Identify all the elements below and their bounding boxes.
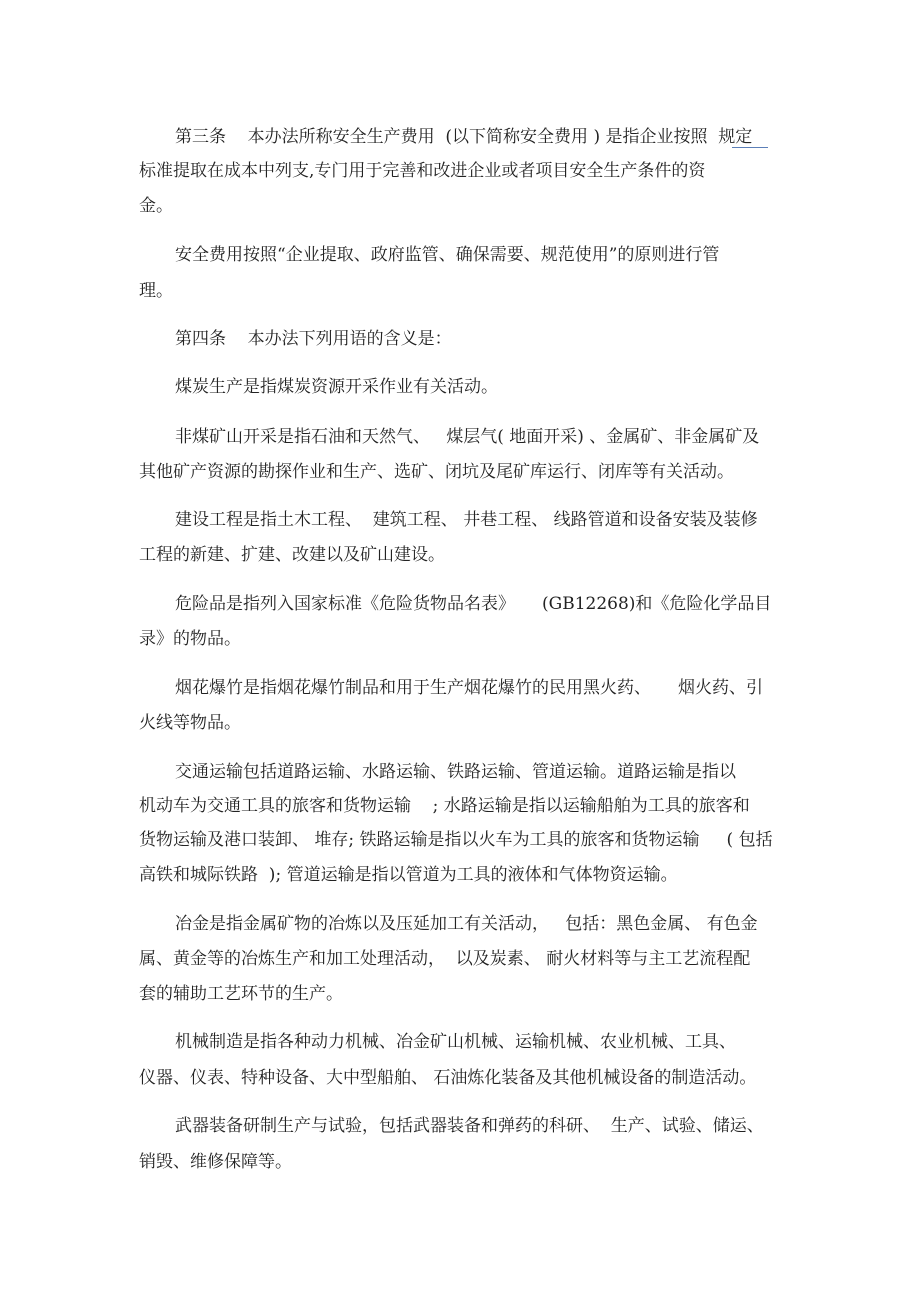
fireworks-line-1: 烟花爆竹是指烟花爆竹制品和用于生产烟花爆竹的民用黑火药、 烟火药、引 (175, 678, 764, 698)
hazardous-goods-line-1: 危险品是指列入国家标准《危险货物品名表》 (GB12268)和《危险化学品目 (175, 594, 772, 614)
non-coal-mining-line-2: 其他矿产资源的勘探作业和生产、选矿、闭坑及尾矿库运行、闭库等有关活动。 (139, 462, 734, 482)
transport-line-3: 货物运输及港口装卸、 堆存; 铁路运输是指以火车为工具的旅客和货物运输 ( 包括 (139, 830, 773, 850)
construction-line-1: 建设工程是指土木工程、 建筑工程、 井巷工程、 线路管道和设备安装及装修 (175, 510, 758, 530)
article-3-line-3: 金。 (139, 196, 173, 216)
machinery-line-1: 机械制造是指各种动力机械、冶金矿山机械、运输机械、农业机械、工具、 (175, 1032, 736, 1052)
article-3-line-1: 第三条 本办法所称安全生产费用 (以下简称安全费用 ) 是指企业按照 规定 (175, 127, 753, 147)
article-3-line-2: 标准提取在成本中列支,专门用于完善和改进企业或者项目安全生产条件的资 (139, 161, 706, 181)
safety-fee-principle-line-1: 安全费用按照“企业提取、政府监管、确保需要、规范使用”的原则进行管 (175, 245, 720, 265)
hyperlink-underline (732, 147, 768, 148)
metallurgy-line-3: 套的辅助工艺环节的生产。 (139, 984, 343, 1004)
metallurgy-line-1: 冶金是指金属矿物的冶炼以及压延加工有关活动， 包括：黑色金属、 有色金 (175, 914, 758, 934)
construction-line-2: 工程的新建、扩建、改建以及矿山建设。 (139, 545, 445, 565)
fireworks-line-2: 火线等物品。 (139, 713, 241, 733)
weapons-line-1: 武器装备研制生产与试验，包括武器装备和弹药的科研、 生产、试验、储运、 (175, 1116, 764, 1136)
non-coal-mining-line-1: 非煤矿山开采是指石油和天然气、 煤层气( 地面开采) 、金属矿、非金属矿及 (175, 427, 760, 447)
transport-line-4: 高铁和城际铁路 ); 管道运输是指以管道为工具的液体和气体物资运输。 (139, 865, 678, 885)
metallurgy-line-2: 属、黄金等的冶炼生产和加工处理活动， 以及炭素、 耐火材料等与主工艺流程配 (139, 949, 751, 969)
coal-production-definition: 煤炭生产是指煤炭资源开采作业有关活动。 (175, 377, 498, 397)
safety-fee-principle-line-2: 理。 (139, 281, 173, 301)
transport-line-1: 交通运输包括道路运输、水路运输、铁路运输、管道运输。道路运输是指以 (175, 762, 736, 782)
hazardous-goods-line-2: 录》的物品。 (139, 629, 241, 649)
machinery-line-2: 仪器、仪表、特种设备、大中型船舶、 石油炼化装备及其他机械设备的制造活动。 (139, 1068, 757, 1088)
transport-line-2: 机动车为交通工具的旅客和货物运输 ; 水路运输是指以运输船舶为工具的旅客和 (139, 796, 750, 816)
article-4-heading: 第四条 本办法下列用语的含义是： (175, 329, 452, 349)
weapons-line-2: 销毁、维修保障等。 (139, 1152, 292, 1172)
